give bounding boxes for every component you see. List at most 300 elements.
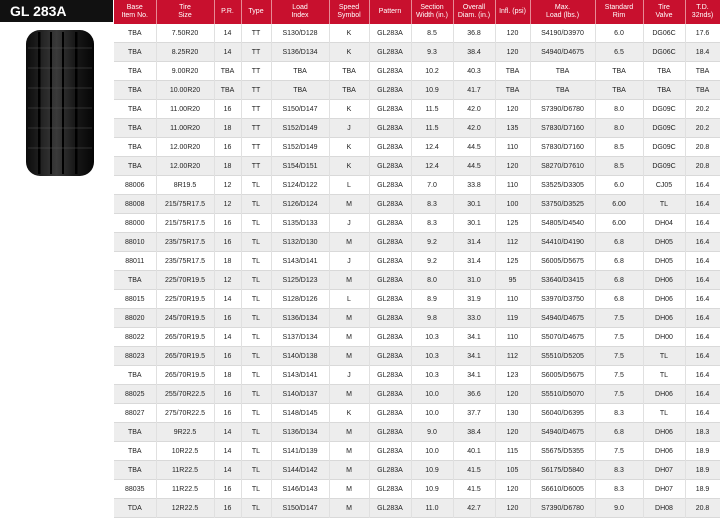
table-cell: K xyxy=(329,404,369,423)
table-cell: S152/D149 xyxy=(271,138,329,157)
table-cell: 11.5 xyxy=(411,119,453,138)
table-cell: 16.4 xyxy=(685,366,720,385)
table-cell: K xyxy=(329,24,369,43)
table-cell: 88011 xyxy=(114,252,156,271)
table-cell: 6.5 xyxy=(595,43,643,62)
product-title: GL 283A xyxy=(0,0,113,22)
table-cell: S154/D151 xyxy=(271,157,329,176)
table-cell: 16.4 xyxy=(685,195,720,214)
table-cell: DH07 xyxy=(643,480,685,499)
table-cell: 8.0 xyxy=(411,271,453,290)
table-cell: TL xyxy=(241,309,271,328)
table-cell: 6.8 xyxy=(595,271,643,290)
table-cell: 235/75R17.5 xyxy=(156,252,214,271)
table-cell: 6.0 xyxy=(595,176,643,195)
table-cell: TBA xyxy=(114,423,156,442)
table-cell: 235/75R17.5 xyxy=(156,233,214,252)
table-row xyxy=(114,176,720,195)
table-cell: 9.2 xyxy=(411,233,453,252)
table-row xyxy=(114,157,720,176)
column-header: Type xyxy=(241,0,271,24)
table-cell: 20.2 xyxy=(685,119,720,138)
table-cell: TBA xyxy=(595,81,643,100)
table-cell: 33.0 xyxy=(453,309,495,328)
table-cell: TBA xyxy=(114,81,156,100)
table-cell: 40.1 xyxy=(453,442,495,461)
table-cell: S144/D142 xyxy=(271,461,329,480)
table-row xyxy=(114,24,720,43)
table-cell: 31.4 xyxy=(453,233,495,252)
table-cell: TL xyxy=(241,404,271,423)
table-cell: 20.8 xyxy=(685,499,720,518)
table-cell: TBA xyxy=(271,81,329,100)
table-row xyxy=(114,81,720,100)
table-cell: GL283A xyxy=(369,24,411,43)
table-cell: GL283A xyxy=(369,328,411,347)
table-cell: 11.0 xyxy=(411,499,453,518)
table-cell: GL283A xyxy=(369,480,411,499)
table-cell: 120 xyxy=(495,43,530,62)
table-cell: 9.2 xyxy=(411,252,453,271)
table-cell: TBA xyxy=(495,62,530,81)
table-cell: M xyxy=(329,499,369,518)
table-cell: 88006 xyxy=(114,176,156,195)
table-cell: S125/D123 xyxy=(271,271,329,290)
table-cell: 16.4 xyxy=(685,328,720,347)
table-cell: 16.4 xyxy=(685,309,720,328)
table-cell: TL xyxy=(241,366,271,385)
table-cell: 9.00R20 xyxy=(156,62,214,81)
column-header: Infl. (psi) xyxy=(495,0,530,24)
table-cell: 9.0 xyxy=(595,499,643,518)
table-cell: 265/70R19.5 xyxy=(156,366,214,385)
table-cell: 6.00 xyxy=(595,195,643,214)
table-cell: M xyxy=(329,271,369,290)
table-cell: S136/D134 xyxy=(271,309,329,328)
table-row xyxy=(114,404,720,423)
table-row xyxy=(114,195,720,214)
table-cell: 9.8 xyxy=(411,309,453,328)
table-cell: TDA xyxy=(114,499,156,518)
table-cell: TBA xyxy=(643,81,685,100)
table-cell: GL283A xyxy=(369,385,411,404)
table-cell: 110 xyxy=(495,290,530,309)
table-cell: TBA xyxy=(114,157,156,176)
table-cell: GL283A xyxy=(369,461,411,480)
table-cell: J xyxy=(329,214,369,233)
table-cell: 16.4 xyxy=(685,385,720,404)
table-cell: DG06C xyxy=(643,43,685,62)
table-cell: 6.00 xyxy=(595,214,643,233)
table-cell: 112 xyxy=(495,347,530,366)
table-cell: DH07 xyxy=(643,461,685,480)
table-cell: S6005/D5675 xyxy=(530,252,595,271)
table-cell: 42.0 xyxy=(453,119,495,138)
table-cell: 16.4 xyxy=(685,252,720,271)
table-cell: S4805/D4540 xyxy=(530,214,595,233)
table-cell: S143/D141 xyxy=(271,366,329,385)
table-cell: DH06 xyxy=(643,423,685,442)
table-cell: 12 xyxy=(214,176,241,195)
table-cell: 88008 xyxy=(114,195,156,214)
table-cell: 11.5 xyxy=(411,100,453,119)
table-cell: TL xyxy=(643,404,685,423)
table-cell: DG09C xyxy=(643,100,685,119)
table-cell: 125 xyxy=(495,214,530,233)
table-cell: 11.00R20 xyxy=(156,119,214,138)
table-cell: 16 xyxy=(214,138,241,157)
table-row xyxy=(114,43,720,62)
table-cell: S6610/D6005 xyxy=(530,480,595,499)
table-cell: TL xyxy=(241,233,271,252)
table-cell: TBA xyxy=(271,62,329,81)
column-header: P.R. xyxy=(214,0,241,24)
table-cell: 8.3 xyxy=(595,404,643,423)
table-cell: DH05 xyxy=(643,233,685,252)
table-cell: DH06 xyxy=(643,271,685,290)
table-cell: 8.9 xyxy=(411,290,453,309)
table-row xyxy=(114,100,720,119)
table-cell: 120 xyxy=(495,480,530,499)
table-cell: GL283A xyxy=(369,233,411,252)
table-cell: TL xyxy=(241,176,271,195)
table-cell: TBA xyxy=(329,81,369,100)
table-cell: TT xyxy=(241,100,271,119)
table-cell: 6.8 xyxy=(595,233,643,252)
table-cell: 100 xyxy=(495,195,530,214)
table-cell: 10.3 xyxy=(411,366,453,385)
table-cell: 6.8 xyxy=(595,252,643,271)
table-cell: 110 xyxy=(495,328,530,347)
table-cell: TL xyxy=(241,195,271,214)
table-cell: 120 xyxy=(495,385,530,404)
table-cell: 88000 xyxy=(114,214,156,233)
table-cell: J xyxy=(329,119,369,138)
table-cell: 265/70R19.5 xyxy=(156,328,214,347)
table-cell: TL xyxy=(643,366,685,385)
table-row xyxy=(114,214,720,233)
table-cell: 120 xyxy=(495,423,530,442)
table-cell: TL xyxy=(241,328,271,347)
table-cell: 6.8 xyxy=(595,290,643,309)
table-cell: TL xyxy=(241,252,271,271)
table-cell: TT xyxy=(241,119,271,138)
table-cell: S3640/D3415 xyxy=(530,271,595,290)
table-cell: TBA xyxy=(114,119,156,138)
table-cell: GL283A xyxy=(369,195,411,214)
table-cell: DG09C xyxy=(643,119,685,138)
table-cell: TL xyxy=(241,461,271,480)
table-cell: S141/D139 xyxy=(271,442,329,461)
table-cell: 37.7 xyxy=(453,404,495,423)
table-cell: GL283A xyxy=(369,366,411,385)
column-header: T.D. 32nds) xyxy=(685,0,720,24)
table-cell: 7.5 xyxy=(595,309,643,328)
table-cell: 10.0 xyxy=(411,385,453,404)
table-cell: 12.00R20 xyxy=(156,138,214,157)
table-cell: GL283A xyxy=(369,81,411,100)
table-cell: 120 xyxy=(495,499,530,518)
table-cell: S4940/D4675 xyxy=(530,309,595,328)
table-cell: TL xyxy=(241,442,271,461)
table-cell: GL283A xyxy=(369,499,411,518)
table-cell: 215/75R17.5 xyxy=(156,214,214,233)
table-cell: 18 xyxy=(214,366,241,385)
table-cell: 9R22.5 xyxy=(156,423,214,442)
table-cell: 12R22.5 xyxy=(156,499,214,518)
table-cell: S5675/D5355 xyxy=(530,442,595,461)
table-cell: 8.3 xyxy=(411,195,453,214)
table-cell: 245/70R19.5 xyxy=(156,309,214,328)
table-cell: DG09C xyxy=(643,157,685,176)
table-cell: 8.5 xyxy=(595,138,643,157)
table-cell: 36.8 xyxy=(453,24,495,43)
table-cell: 14 xyxy=(214,461,241,480)
table-cell: TL xyxy=(241,214,271,233)
table-cell: S5070/D4675 xyxy=(530,328,595,347)
table-cell: 12 xyxy=(214,195,241,214)
table-cell: S5510/D5070 xyxy=(530,385,595,404)
table-cell: 14 xyxy=(214,442,241,461)
table-cell: CJ05 xyxy=(643,176,685,195)
table-cell: GL283A xyxy=(369,119,411,138)
table-cell: 31.0 xyxy=(453,271,495,290)
table-cell: M xyxy=(329,195,369,214)
table-cell: 16.4 xyxy=(685,290,720,309)
table-cell: 10.00R20 xyxy=(156,81,214,100)
table-cell: 14 xyxy=(214,328,241,347)
table-cell: 18.3 xyxy=(685,423,720,442)
table-cell: GL283A xyxy=(369,442,411,461)
table-cell: 16.4 xyxy=(685,176,720,195)
table-cell: S7390/D6780 xyxy=(530,100,595,119)
table-cell: 41.7 xyxy=(453,81,495,100)
column-header: Tire Valve xyxy=(643,0,685,24)
table-cell: TBA xyxy=(214,81,241,100)
column-header: Max. Load (lbs.) xyxy=(530,0,595,24)
table-cell: 38.4 xyxy=(453,43,495,62)
table-cell: TBA xyxy=(530,81,595,100)
table-cell: 6.8 xyxy=(595,423,643,442)
table-cell: 20.8 xyxy=(685,138,720,157)
table-cell: TL xyxy=(241,385,271,404)
tire-spec-table xyxy=(114,0,720,518)
table-cell: GL283A xyxy=(369,157,411,176)
table-cell: S136/D134 xyxy=(271,423,329,442)
table-cell: DH06 xyxy=(643,385,685,404)
table-cell: 17.6 xyxy=(685,24,720,43)
table-cell: TBA xyxy=(595,62,643,81)
table-row xyxy=(114,423,720,442)
table-cell: TBA xyxy=(214,62,241,81)
table-cell: S3970/D3750 xyxy=(530,290,595,309)
table-row xyxy=(114,347,720,366)
table-cell: S150/D147 xyxy=(271,499,329,518)
table-cell: 9.0 xyxy=(411,423,453,442)
table-cell: S126/D124 xyxy=(271,195,329,214)
table-cell: 110 xyxy=(495,138,530,157)
table-cell: 18.9 xyxy=(685,461,720,480)
table-cell: TBA xyxy=(114,138,156,157)
table-cell: GL283A xyxy=(369,100,411,119)
table-cell: TBA xyxy=(114,100,156,119)
table-cell: 10.2 xyxy=(411,62,453,81)
table-cell: GL283A xyxy=(369,309,411,328)
table-cell: DH08 xyxy=(643,499,685,518)
table-cell: 41.5 xyxy=(453,461,495,480)
table-cell: GL283A xyxy=(369,176,411,195)
table-cell: M xyxy=(329,309,369,328)
table-cell: 44.5 xyxy=(453,157,495,176)
table-cell: S140/D137 xyxy=(271,385,329,404)
table-cell: 11R22.5 xyxy=(156,480,214,499)
table-cell: 16 xyxy=(214,480,241,499)
table-cell: DH00 xyxy=(643,328,685,347)
table-cell: 10.3 xyxy=(411,347,453,366)
table-cell: GL283A xyxy=(369,347,411,366)
table-cell: 10R22.5 xyxy=(156,442,214,461)
tire-image xyxy=(20,28,100,178)
table-cell: S150/D147 xyxy=(271,100,329,119)
table-cell: GL283A xyxy=(369,214,411,233)
table-cell: M xyxy=(329,423,369,442)
table-cell: 10.3 xyxy=(411,328,453,347)
table-cell: GL283A xyxy=(369,43,411,62)
table-row xyxy=(114,62,720,81)
table-cell: S132/D130 xyxy=(271,233,329,252)
table-cell: J xyxy=(329,366,369,385)
table-cell: 88022 xyxy=(114,328,156,347)
table-cell: 12.4 xyxy=(411,138,453,157)
table-cell: TBA xyxy=(643,62,685,81)
table-cell: 8.0 xyxy=(595,100,643,119)
table-cell: TBA xyxy=(530,62,595,81)
table-cell: 120 xyxy=(495,24,530,43)
table-cell: DH06 xyxy=(643,290,685,309)
table-cell: 8.25R20 xyxy=(156,43,214,62)
table-cell: 42.7 xyxy=(453,499,495,518)
table-row xyxy=(114,366,720,385)
table-cell: TL xyxy=(241,290,271,309)
table-cell: 125 xyxy=(495,252,530,271)
table-cell: TBA xyxy=(114,366,156,385)
table-cell: 16 xyxy=(214,385,241,404)
table-cell: 6.0 xyxy=(595,24,643,43)
table-cell: 18 xyxy=(214,157,241,176)
table-cell: 10.0 xyxy=(411,404,453,423)
table-cell: 36.6 xyxy=(453,385,495,404)
table-cell: 18.9 xyxy=(685,480,720,499)
table-cell: 20.2 xyxy=(685,100,720,119)
table-cell: 33.8 xyxy=(453,176,495,195)
table-cell: 41.5 xyxy=(453,480,495,499)
table-cell: M xyxy=(329,347,369,366)
table-cell: 130 xyxy=(495,404,530,423)
table-cell: TBA xyxy=(114,271,156,290)
table-cell: 16.4 xyxy=(685,271,720,290)
table-cell: TBA xyxy=(114,43,156,62)
table-cell: S124/D122 xyxy=(271,176,329,195)
table-cell: M xyxy=(329,480,369,499)
table-cell: 8.5 xyxy=(411,24,453,43)
table-cell: GL283A xyxy=(369,138,411,157)
table-cell: S143/D141 xyxy=(271,252,329,271)
table-cell: 14 xyxy=(214,24,241,43)
table-cell: 14 xyxy=(214,423,241,442)
table-cell: K xyxy=(329,157,369,176)
table-cell: TT xyxy=(241,138,271,157)
table-row xyxy=(114,309,720,328)
table-cell: 265/70R19.5 xyxy=(156,347,214,366)
table-cell: 88023 xyxy=(114,347,156,366)
table-cell: S137/D134 xyxy=(271,328,329,347)
table-cell: 34.1 xyxy=(453,328,495,347)
table-cell: 16 xyxy=(214,309,241,328)
table-cell: TBA xyxy=(114,461,156,480)
column-header: Pattern xyxy=(369,0,411,24)
table-cell: 7.50R20 xyxy=(156,24,214,43)
table-cell: 88025 xyxy=(114,385,156,404)
table-cell: TT xyxy=(241,157,271,176)
table-row xyxy=(114,480,720,499)
table-cell: 16 xyxy=(214,233,241,252)
table-cell: 18 xyxy=(214,119,241,138)
table-cell: 88020 xyxy=(114,309,156,328)
table-cell: TT xyxy=(241,43,271,62)
table-row xyxy=(114,138,720,157)
table-cell: TT xyxy=(241,81,271,100)
table-cell: TBA xyxy=(685,81,720,100)
table-cell: GL283A xyxy=(369,404,411,423)
table-cell: 10.9 xyxy=(411,480,453,499)
table-cell: 31.9 xyxy=(453,290,495,309)
table-cell: 7.0 xyxy=(411,176,453,195)
table-cell: 88010 xyxy=(114,233,156,252)
table-cell: 135 xyxy=(495,119,530,138)
table-cell: DH04 xyxy=(643,214,685,233)
table-cell: TBA xyxy=(114,24,156,43)
table-cell: S7830/D7160 xyxy=(530,138,595,157)
table-cell: 16 xyxy=(214,347,241,366)
table-cell: TBA xyxy=(685,62,720,81)
table-cell: 8.3 xyxy=(411,214,453,233)
table-cell: 34.1 xyxy=(453,366,495,385)
column-header: Section Width (in.) xyxy=(411,0,453,24)
table-cell: S4410/D4190 xyxy=(530,233,595,252)
table-cell: S6040/D6395 xyxy=(530,404,595,423)
table-cell: 16 xyxy=(214,499,241,518)
table-cell: S8270/D7610 xyxy=(530,157,595,176)
table-row xyxy=(114,271,720,290)
table-cell: 44.5 xyxy=(453,138,495,157)
table-cell: K xyxy=(329,100,369,119)
table-cell: 110 xyxy=(495,176,530,195)
table-cell: S4940/D4675 xyxy=(530,423,595,442)
table-cell: 275/70R22.5 xyxy=(156,404,214,423)
table-row xyxy=(114,290,720,309)
table-cell: M xyxy=(329,461,369,480)
table-cell: 10.9 xyxy=(411,81,453,100)
table-cell: 7.5 xyxy=(595,385,643,404)
table-row xyxy=(114,499,720,518)
table-cell: 18.4 xyxy=(685,43,720,62)
table-cell: 31.4 xyxy=(453,252,495,271)
table-cell: 11.00R20 xyxy=(156,100,214,119)
table-cell: TT xyxy=(241,24,271,43)
table-cell: S4190/D3970 xyxy=(530,24,595,43)
table-cell: 18 xyxy=(214,252,241,271)
column-header: Standard Rim xyxy=(595,0,643,24)
